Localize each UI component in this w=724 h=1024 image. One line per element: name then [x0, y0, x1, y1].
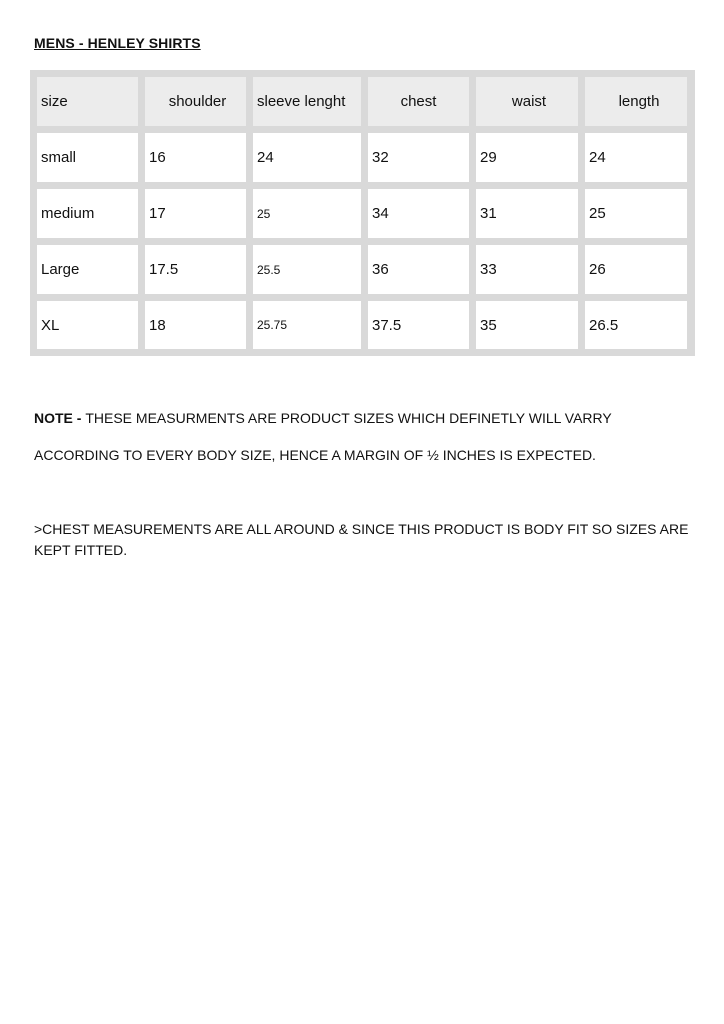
note-line-1: [34, 408, 694, 429]
note-label: NOTE -: [34, 410, 86, 426]
note-line-3: >CHEST MEASUREMENTS ARE ALL AROUND & SINCE THIS PRODUCT IS BODY FIT SO SIZES ARE KEPT FITTED.: [34, 521, 689, 558]
table-cell: 29: [476, 133, 578, 182]
table-cell: small: [37, 133, 138, 182]
table-cell: Large: [37, 245, 138, 294]
table-cell: 26: [585, 245, 687, 294]
table-cell: 17.5: [145, 245, 246, 294]
table-cell: 35: [476, 301, 578, 349]
table-cell: 33: [476, 245, 578, 294]
note-text: THESE MEASURMENTS ARE PRODUCT SIZES WHICH DEFINETLY WILL VARRY: [85, 410, 612, 426]
table-cell: 18: [145, 301, 246, 349]
table-cell: 37.5: [368, 301, 469, 349]
table-cell: 16: [145, 133, 246, 182]
header-cell-waist: waist: [476, 77, 578, 126]
page-title: MENS - HENLEY SHIRTS: [34, 35, 201, 51]
header-cell-size: size: [37, 77, 138, 126]
header-cell-sleeve-length: sleeve lenght: [253, 77, 361, 126]
header-cell-chest: chest: [368, 77, 469, 126]
header-cell-length: length: [585, 77, 687, 126]
table-cell: 25.5: [253, 245, 361, 294]
table-cell: 32: [368, 133, 469, 182]
table-cell: medium: [37, 189, 138, 238]
header-cell-shoulder: shoulder: [145, 77, 246, 126]
table-cell: 25: [585, 189, 687, 238]
table-cell: 24: [585, 133, 687, 182]
table-cell: 17: [145, 189, 246, 238]
size-chart-table: [30, 70, 695, 356]
table-cell: 34: [368, 189, 469, 238]
table-cell: XL: [37, 301, 138, 349]
table-cell: 25: [253, 189, 361, 238]
table-cell: 31: [476, 189, 578, 238]
table-cell: 25.75: [253, 301, 361, 349]
table-cell: 26.5: [585, 301, 687, 349]
table-cell: 36: [368, 245, 469, 294]
table-cell: 24: [253, 133, 361, 182]
note-line-2: ACCORDING TO EVERY BODY SIZE, HENCE A MARGIN OF ½ INCHES IS EXPECTED.: [34, 447, 596, 463]
